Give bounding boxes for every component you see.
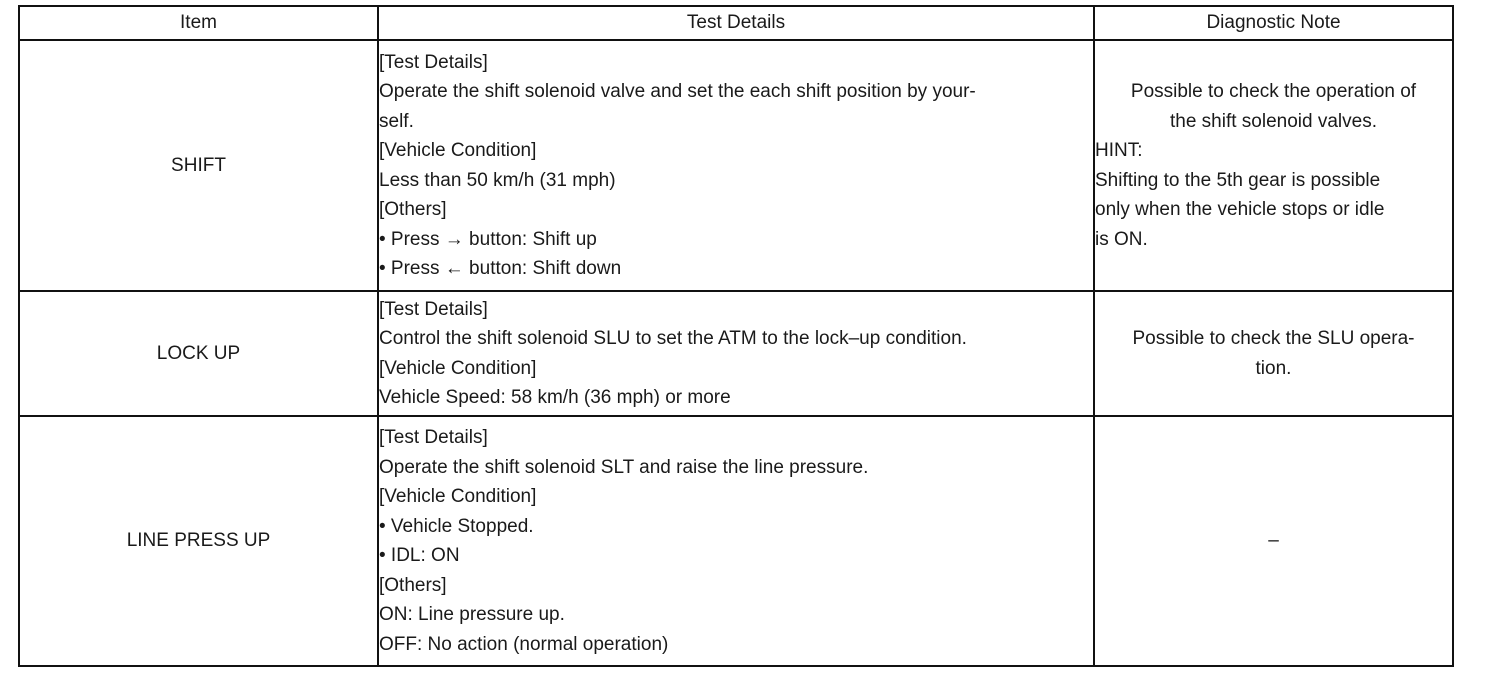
diagnostic-note-cell (1094, 416, 1453, 666)
table-row-lock-up (19, 291, 1453, 416)
note-line: Possible to check the SLU opera- (1132, 328, 1415, 349)
test-line: • Press ← button: Shift down (379, 258, 622, 279)
test-line: [Test Details] (379, 51, 488, 73)
note-line: HINT: (1095, 140, 1143, 161)
table-row-shift (19, 40, 1453, 291)
test-line: ON: Line pressure up. (379, 604, 565, 625)
note-line: the shift solenoid valves. (1169, 110, 1377, 132)
test-line: [Test Details] (379, 427, 488, 448)
note-line: is ON. (1095, 228, 1148, 250)
test-line: • Vehicle Stopped. (379, 515, 534, 537)
note-line: Possible to check the operation of (1130, 81, 1417, 102)
header-item: Item (19, 6, 378, 40)
table-row-line-press-up (19, 416, 1453, 666)
test-line: [Test Details] (379, 298, 488, 320)
test-line: Operate the shift solenoid valve and set the each shift position by your- (379, 81, 976, 102)
test-line: Vehicle Speed: 58 km/h (36 mph) or more (379, 387, 731, 408)
test-line: Operate the shift solenoid SLT and raise the line pressure. (379, 456, 869, 478)
test-line: • IDL: ON (379, 545, 460, 566)
test-line: [Vehicle Condition] (379, 486, 537, 507)
test-details-cell (378, 291, 1094, 416)
test-line: Control the shift solenoid SLU to set the ATM to the lock–up condition. (379, 328, 967, 349)
test-details-cell (378, 416, 1094, 666)
diagnostic-note-cell (1094, 40, 1453, 291)
note-line: tion. (1255, 357, 1292, 379)
test-line: [Others] (379, 199, 447, 220)
test-line: OFF: No action (normal operation) (379, 633, 669, 655)
header-test-details: Test Details (378, 6, 1094, 40)
header-diagnostic-note: Diagnostic Note (1094, 6, 1453, 40)
test-line: Less than 50 km/h (31 mph) (379, 169, 616, 191)
test-line: self. (379, 110, 414, 132)
test-line: [Vehicle Condition] (379, 357, 537, 379)
test-line: [Vehicle Condition] (379, 140, 537, 161)
item-cell: SHIFT (19, 40, 378, 291)
note-line: only when the vehicle stops or idle (1095, 199, 1385, 220)
item-cell: LINE PRESS UP (19, 416, 378, 666)
empty-note-dash: – (1268, 530, 1279, 552)
note-line: Shifting to the 5th gear is possible (1095, 169, 1381, 191)
test-line: • Press → button: Shift up (379, 228, 597, 250)
diagnostic-note-cell (1094, 291, 1453, 416)
test-line: [Others] (379, 574, 447, 596)
item-cell: LOCK UP (19, 291, 378, 416)
table-header-row (19, 6, 1453, 40)
active-test-table (18, 5, 1454, 667)
diagnostic-test-sheet (18, 5, 1452, 665)
test-details-cell (378, 40, 1094, 291)
